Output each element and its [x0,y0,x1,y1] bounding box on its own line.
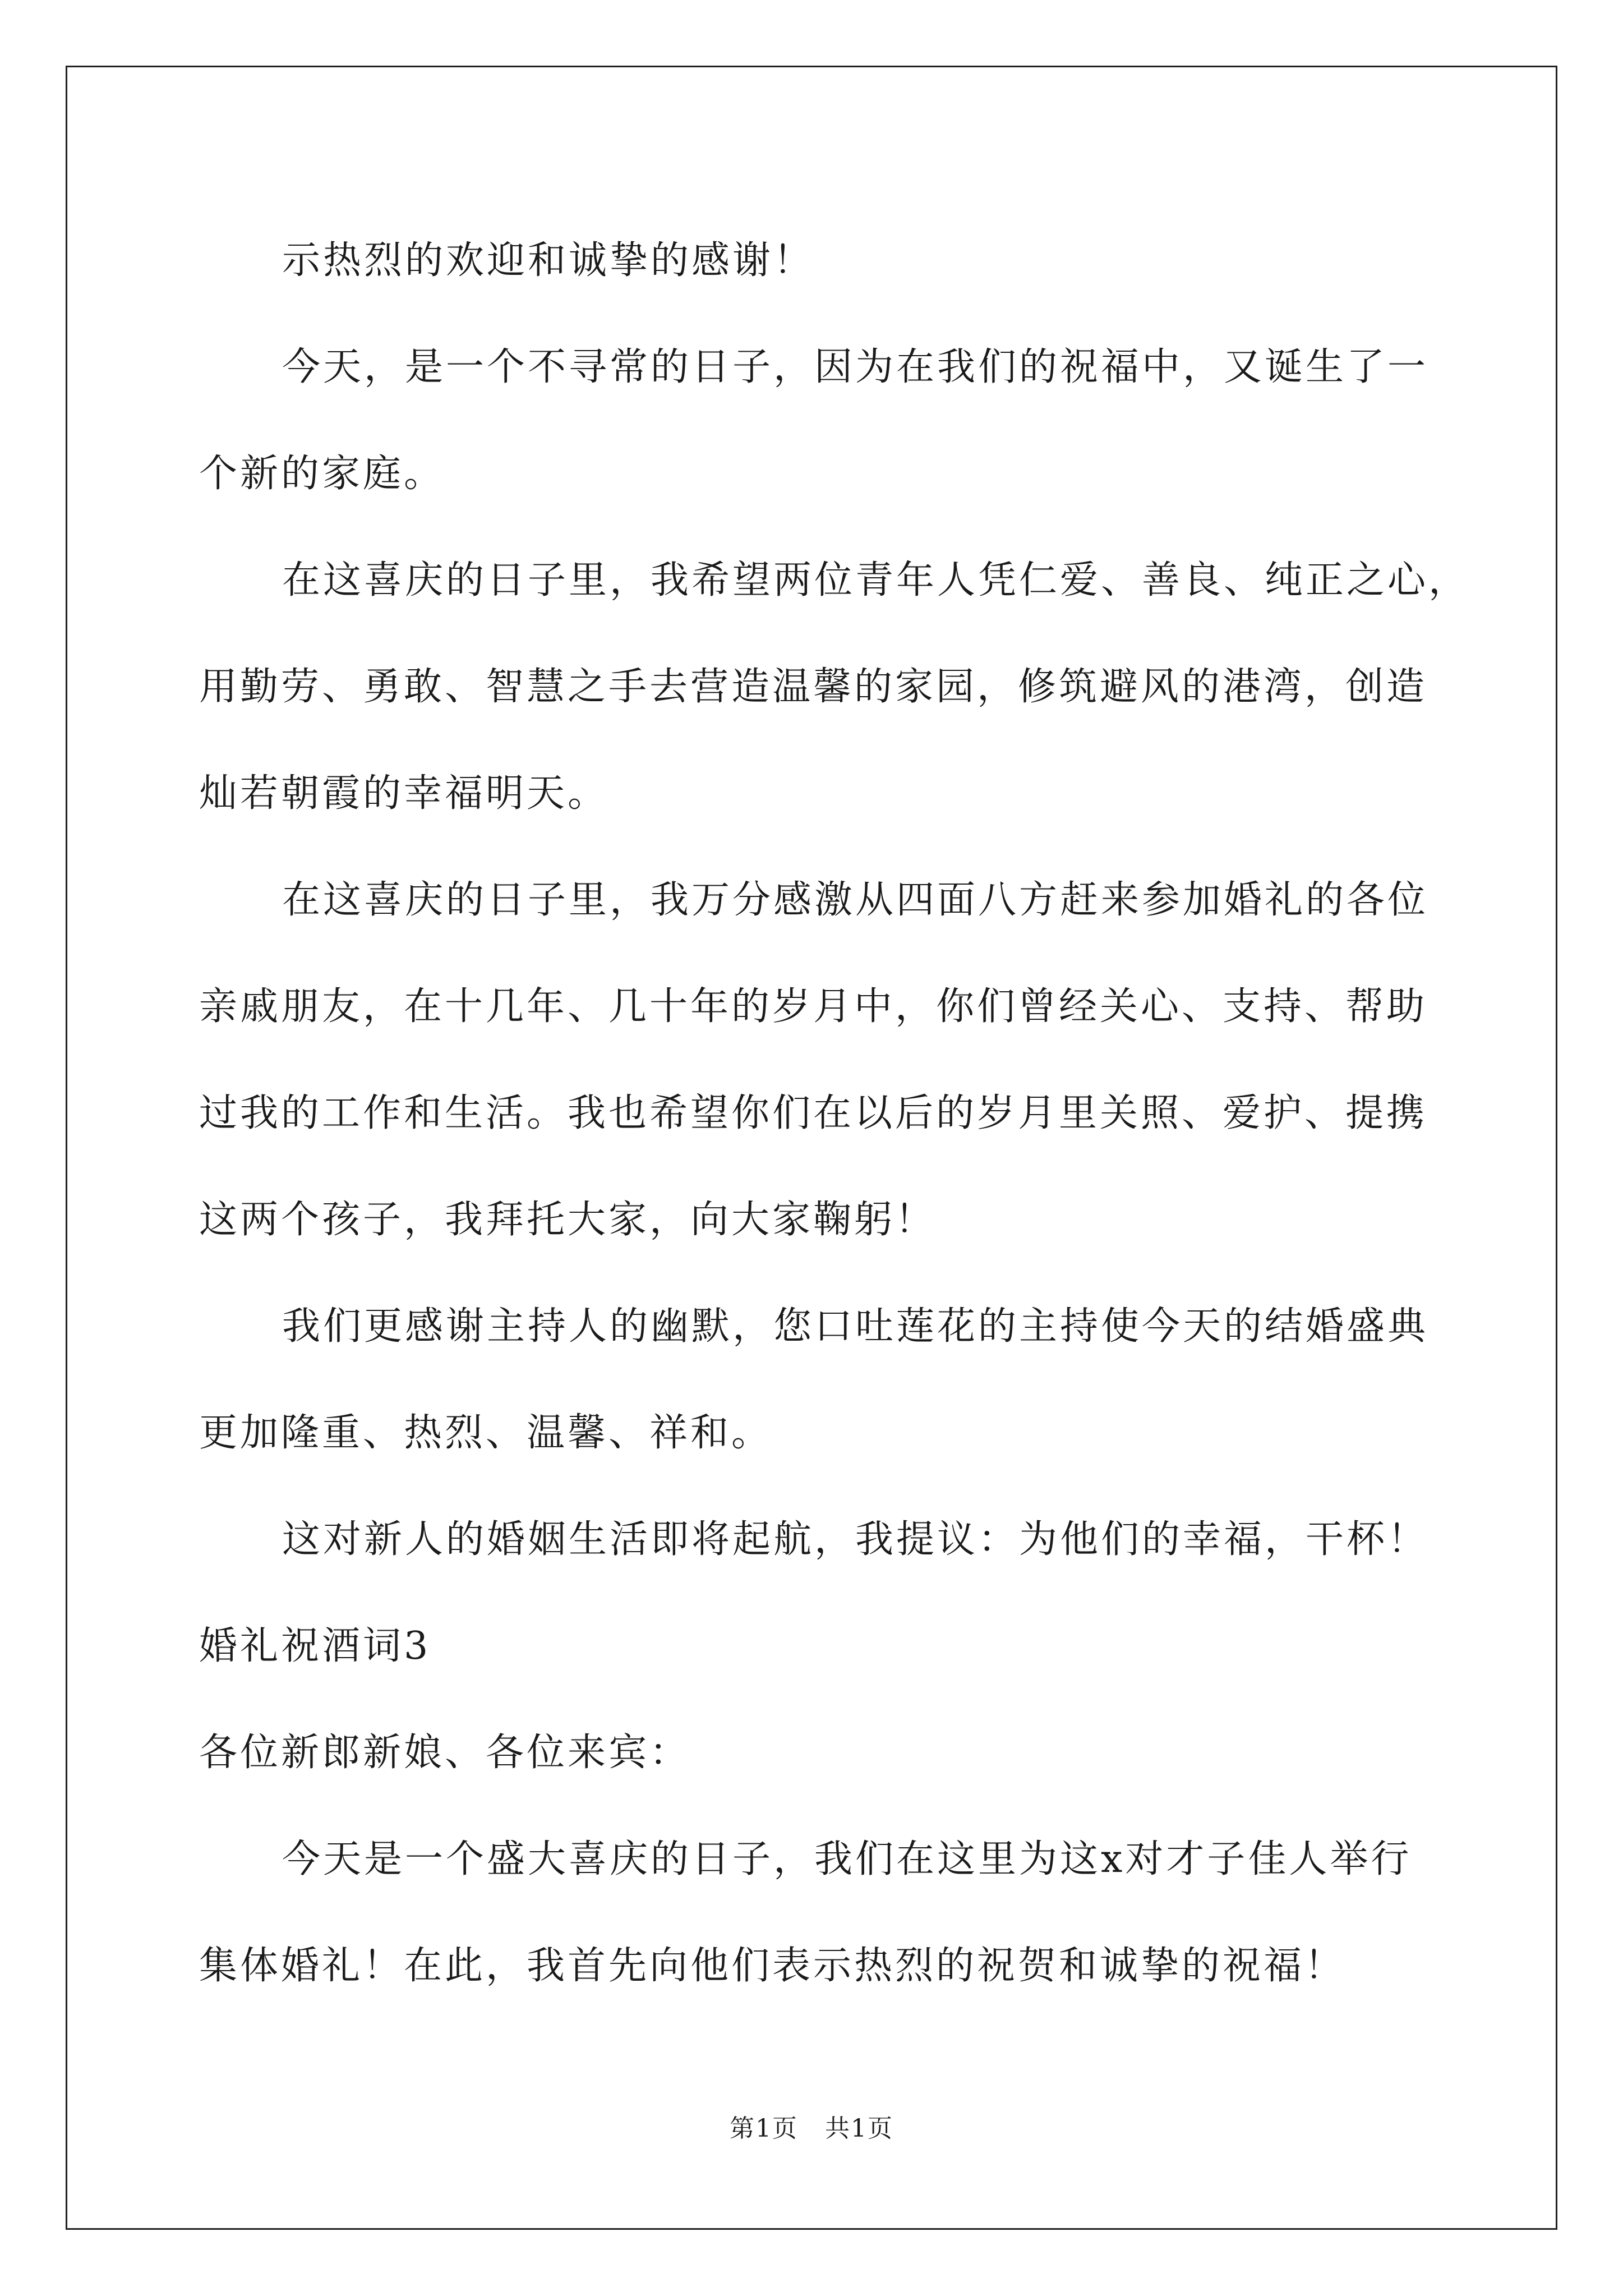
text-line: 更加隆重、热烈、温馨、祥和。 [199,1411,773,1455]
page-footer [0,2108,1623,2144]
section-heading: 婚礼祝酒词3 [199,1624,431,1668]
text-line: 灿若朝霞的幸福明天。 [199,771,609,816]
text-line: 亲戚朋友，在十几年、几十年的岁月中，你们曾经关心、支持、帮助 [199,984,1428,1029]
salutation: 各位新郎新娘、各位来宾： [199,1731,691,1775]
text-line: 过我的工作和生活。我也希望你们在以后的岁月里关照、爱护、提携 [199,1091,1428,1135]
text-line: 在这喜庆的日子里，我希望两位青年人凭仁爱、善良、纯正之心， [282,558,1470,602]
text-line: 这对新人的婚姻生活即将起航，我提议：为他们的幸福，干杯！ [282,1517,1429,1562]
page-total: 共1页 [825,2114,893,2143]
document-body [199,208,1470,2019]
text-line: 这两个孩子，我拜托大家，向大家鞠躬！ [199,1198,937,1242]
text-line: 今天，是一个不寻常的日子，因为在我们的祝福中，又诞生了一 [282,345,1429,389]
text-line: 集体婚礼！在此，我首先向他们表示热烈的祝贺和诚挚的祝福！ [199,1944,1346,1988]
text-line: 个新的家庭。 [199,452,445,496]
text-line: 今天是一个盛大喜庆的日子，我们在这里为这x对才子佳人举行 [282,1837,1412,1881]
text-line: 我们更感谢主持人的幽默，您口吐莲花的主持使今天的结婚盛典 [282,1304,1429,1349]
text-line: 用勤劳、勇敢、智慧之手去营造温馨的家园，修筑避风的港湾，创造 [199,665,1428,709]
text-line: 在这喜庆的日子里，我万分感激从四面八方赶来参加婚礼的各位 [282,878,1429,922]
text-line: 示热烈的欢迎和诚挚的感谢！ [282,238,815,283]
page-number: 第1页 [730,2114,798,2143]
